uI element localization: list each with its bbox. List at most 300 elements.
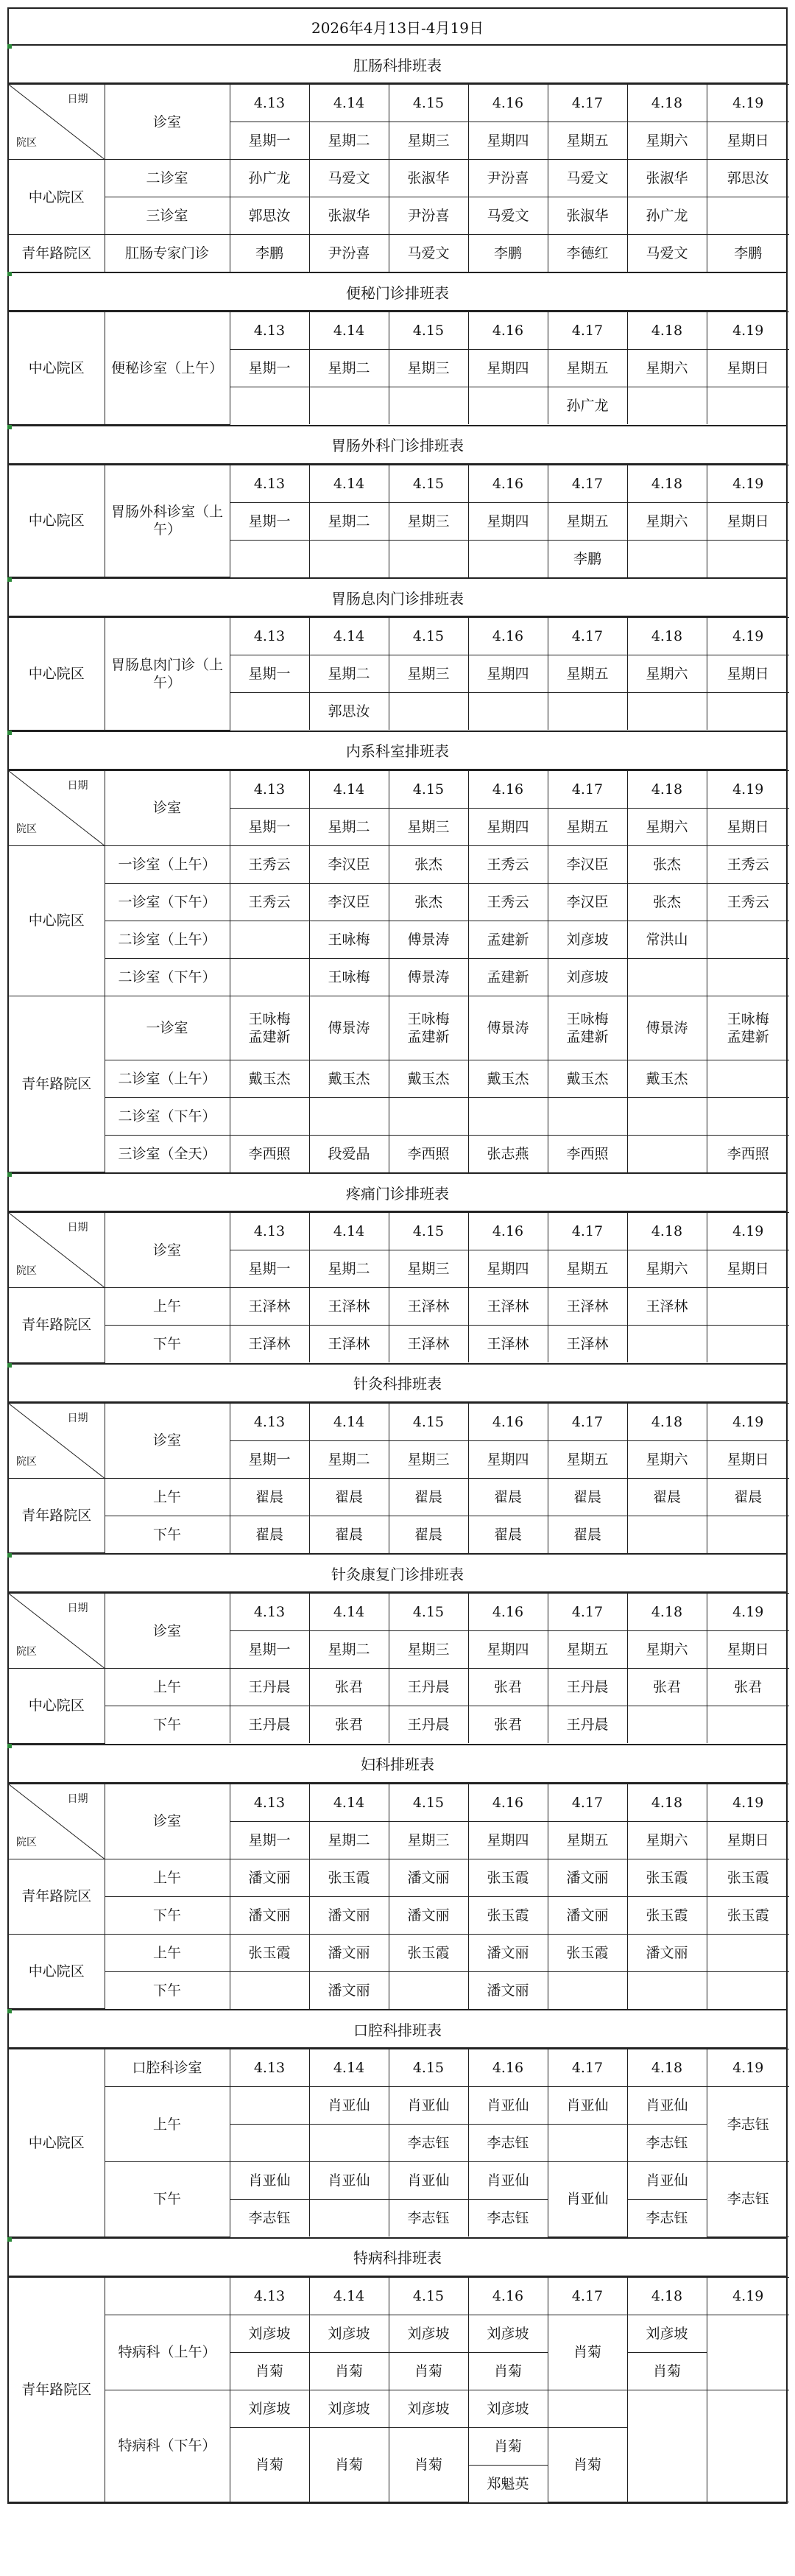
- doctor-cell: [309, 387, 389, 425]
- doctor-cell: 王泽林: [230, 1326, 309, 1363]
- doctor-cell: [309, 2200, 389, 2237]
- doctor-cell: 刘彦坡: [309, 2315, 389, 2352]
- doctor-cell: 肖亚仙: [309, 2087, 389, 2125]
- date-cell: 4.13: [230, 2049, 309, 2087]
- doctor-cell: [627, 540, 707, 577]
- doctor-cell: 翟晨: [230, 1516, 309, 1553]
- corner-area-label: 院区: [16, 1455, 37, 1468]
- date-cell: 4.15: [389, 770, 468, 808]
- date-cell: 4.17: [548, 465, 627, 502]
- corner-header: [9, 85, 105, 160]
- section-title: 口腔科排班表: [9, 2010, 786, 2049]
- doctor-cell: 刘彦坡: [230, 2390, 309, 2427]
- room-cell: 胃肠息肉门诊（上午）: [105, 618, 230, 731]
- date-cell: 4.19: [707, 312, 789, 350]
- doctor-cell: 王秀云: [230, 845, 309, 883]
- doctor-cell: 王咏梅: [309, 958, 389, 996]
- area-cell: 青年路院区: [9, 2277, 105, 2502]
- date-cell: 4.14: [309, 2049, 389, 2087]
- doctor-cell: 刘彦坡: [468, 2315, 548, 2352]
- section-title: 胃肠息肉门诊排班表: [9, 579, 786, 617]
- doctor-cell: 刘彦坡: [309, 2390, 389, 2427]
- doctor-cell: 王咏梅 孟建新: [230, 996, 309, 1060]
- room-cell: 上午: [105, 1859, 230, 1896]
- room-cell: 上午: [105, 1478, 230, 1516]
- doctor-cell: [389, 693, 468, 731]
- date-cell: 4.17: [548, 618, 627, 655]
- weekday-cell: 星期二: [309, 808, 389, 845]
- doctor-cell: 肖亚仙: [309, 2162, 389, 2200]
- schedule-section: [7, 577, 788, 731]
- doctor-cell: 郑魁英: [468, 2465, 548, 2502]
- room-cell: 上午: [105, 1669, 230, 1706]
- doctor-cell: 翟晨: [468, 1478, 548, 1516]
- doctor-cell: [230, 1097, 309, 1135]
- date-cell: 4.14: [309, 618, 389, 655]
- room-cell: [105, 2277, 230, 2315]
- area-cell: 青年路院区: [9, 235, 105, 272]
- doctor-cell: 李志钰: [389, 2200, 468, 2237]
- doctor-cell: 李志钰: [468, 2200, 548, 2237]
- area-cell: 中心院区: [9, 618, 105, 731]
- weekday-cell: 星期二: [309, 655, 389, 693]
- weekday-cell: 星期三: [389, 808, 468, 845]
- doctor-cell: [230, 921, 309, 958]
- weekday-cell: 星期六: [627, 808, 707, 845]
- date-cell: 4.18: [627, 770, 707, 808]
- schedule-table: [9, 1784, 789, 2010]
- doctor-cell: [707, 1326, 789, 1363]
- corner-area-label: 院区: [16, 823, 37, 835]
- doctor-cell: 戴玉杰: [389, 1060, 468, 1097]
- doctor-cell: 翟晨: [468, 1516, 548, 1553]
- doctor-cell: 李鹏: [548, 540, 627, 577]
- area-cell: 中心院区: [9, 465, 105, 577]
- schedule-section: [7, 2009, 788, 2237]
- room-cell: 下午: [105, 1971, 230, 2009]
- room-header: 诊室: [105, 1594, 230, 1669]
- doctor-cell: 王丹晨: [230, 1706, 309, 1744]
- weekday-cell: 星期五: [548, 1250, 627, 1288]
- corner-date-label: 日期: [67, 779, 88, 792]
- doctor-cell: [548, 2125, 627, 2162]
- doctor-cell: 张淑华: [389, 160, 468, 197]
- doctor-cell: [707, 197, 789, 235]
- doctor-cell: 王咏梅 孟建新: [389, 996, 468, 1060]
- weekday-cell: 星期二: [309, 502, 389, 540]
- room-cell: 一诊室: [105, 996, 230, 1060]
- doctor-cell: 王泽林: [389, 1326, 468, 1363]
- section-title: 针灸康复门诊排班表: [9, 1555, 786, 1593]
- weekday-cell: 星期四: [468, 655, 548, 693]
- doctor-cell: [707, 1288, 789, 1326]
- doctor-cell: 李德红: [548, 235, 627, 272]
- schedule-section: [7, 1363, 788, 1554]
- area-cell: 青年路院区: [9, 1478, 105, 1553]
- doctor-cell: 李汉臣: [548, 845, 627, 883]
- doctor-cell: 张玉霞: [707, 1859, 789, 1896]
- doctor-cell: 李志钰: [707, 2162, 789, 2237]
- schedule-section: [7, 425, 788, 578]
- date-cell: 4.13: [230, 312, 309, 350]
- weekday-cell: 星期二: [309, 350, 389, 387]
- doctor-cell: [468, 693, 548, 731]
- weekday-cell: 星期日: [707, 1250, 789, 1288]
- date-cell: 4.17: [548, 770, 627, 808]
- doctor-cell: 刘彦坡: [389, 2315, 468, 2352]
- doctor-cell: [309, 1097, 389, 1135]
- section-title: 肛肠科排班表: [9, 46, 786, 84]
- doctor-cell: [389, 1971, 468, 2009]
- doctor-cell: 王秀云: [707, 883, 789, 921]
- weekday-cell: 星期六: [627, 1631, 707, 1669]
- doctor-cell: 王秀云: [468, 845, 548, 883]
- corner-date-label: 日期: [67, 94, 88, 105]
- doctor-cell: 王泽林: [548, 1326, 627, 1363]
- doctor-cell: 王秀云: [468, 883, 548, 921]
- room-header: 诊室: [105, 1784, 230, 1859]
- date-cell: 4.17: [548, 2049, 627, 2087]
- doctor-cell: 傅景涛: [309, 996, 389, 1060]
- date-cell: 4.19: [707, 618, 789, 655]
- doctor-cell: 翟晨: [309, 1478, 389, 1516]
- weekday-cell: 星期六: [627, 122, 707, 160]
- doctor-cell: 翟晨: [389, 1478, 468, 1516]
- doctor-cell: 张玉霞: [309, 1859, 389, 1896]
- room-cell: 上午: [105, 1288, 230, 1326]
- doctor-cell: 孙广龙: [548, 387, 627, 425]
- doctor-cell: 肖菊: [468, 2427, 548, 2465]
- doctor-cell: [707, 958, 789, 996]
- weekday-cell: 星期三: [389, 1440, 468, 1478]
- date-cell: 4.14: [309, 1594, 389, 1631]
- doctor-cell: 翟晨: [389, 1516, 468, 1553]
- doctor-cell: 王丹晨: [389, 1669, 468, 1706]
- doctor-cell: 张君: [309, 1706, 389, 1744]
- doctor-cell: [627, 1097, 707, 1135]
- section-title: 特病科排班表: [9, 2239, 786, 2277]
- weekday-cell: 星期日: [707, 1631, 789, 1669]
- weekday-cell: 星期四: [468, 1631, 548, 1669]
- date-cell: 4.19: [707, 2277, 789, 2315]
- weekday-cell: 星期日: [707, 1440, 789, 1478]
- doctor-cell: 戴玉杰: [627, 1060, 707, 1097]
- area-cell: 青年路院区: [9, 996, 105, 1172]
- doctor-cell: 刘彦坡: [548, 921, 627, 958]
- doctor-cell: 肖菊: [389, 2427, 468, 2502]
- doctor-cell: 张玉霞: [230, 1934, 309, 1971]
- doctor-cell: 常洪山: [627, 921, 707, 958]
- date-cell: 4.14: [309, 1403, 389, 1440]
- section-title: 针灸科排班表: [9, 1365, 786, 1403]
- doctor-cell: 李鹏: [468, 235, 548, 272]
- schedule-table: [9, 1403, 789, 1554]
- doctor-cell: 孟建新: [468, 921, 548, 958]
- doctor-cell: [627, 387, 707, 425]
- schedule-table: [9, 465, 789, 578]
- doctor-cell: 肖菊: [230, 2352, 309, 2390]
- section-title: 便秘门诊排班表: [9, 273, 786, 312]
- date-cell: 4.15: [389, 465, 468, 502]
- date-cell: 4.13: [230, 465, 309, 502]
- date-cell: 4.17: [548, 85, 627, 122]
- doctor-cell: [627, 1971, 707, 2009]
- doctor-cell: 李志钰: [707, 2087, 789, 2162]
- doctor-cell: 潘文丽: [389, 1896, 468, 1934]
- doctor-cell: 傅景涛: [389, 958, 468, 996]
- doctor-cell: [468, 1097, 548, 1135]
- room-cell: 下午: [105, 1516, 230, 1553]
- date-cell: 4.18: [627, 2049, 707, 2087]
- room-header: 诊室: [105, 1213, 230, 1288]
- doctor-cell: 张杰: [389, 883, 468, 921]
- doctor-cell: 翟晨: [309, 1516, 389, 1553]
- doctor-cell: 潘文丽: [309, 1971, 389, 2009]
- doctor-cell: 翟晨: [548, 1516, 627, 1553]
- doctor-cell: 李志钰: [627, 2200, 707, 2237]
- doctor-cell: 李汉臣: [309, 883, 389, 921]
- doctor-cell: 孙广龙: [230, 160, 309, 197]
- date-cell: 4.18: [627, 618, 707, 655]
- date-cell: 4.19: [707, 1784, 789, 1821]
- weekday-cell: 星期五: [548, 350, 627, 387]
- schedule-section: [7, 731, 788, 1173]
- room-header: 诊室: [105, 1403, 230, 1478]
- date-cell: 4.16: [468, 1784, 548, 1821]
- doctor-cell: 郭思汝: [230, 197, 309, 235]
- doctor-cell: 肖菊: [230, 2427, 309, 2502]
- weekday-cell: 星期六: [627, 1250, 707, 1288]
- corner-area-label: 院区: [16, 1836, 37, 1848]
- doctor-cell: 马爱文: [309, 160, 389, 197]
- doctor-cell: 张玉霞: [548, 1934, 627, 1971]
- weekday-cell: 星期四: [468, 350, 548, 387]
- doctor-cell: 张君: [627, 1669, 707, 1706]
- doctor-cell: 肖菊: [309, 2427, 389, 2502]
- date-cell: 4.18: [627, 1213, 707, 1250]
- date-cell: 4.19: [707, 85, 789, 122]
- schedule-section: [7, 2237, 788, 2505]
- schedule-table: [9, 2277, 789, 2503]
- doctor-cell: 翟晨: [627, 1478, 707, 1516]
- weekday-cell: 星期五: [548, 808, 627, 845]
- weekday-cell: 星期二: [309, 122, 389, 160]
- doctor-cell: 肖亚仙: [548, 2162, 627, 2237]
- room-cell: 下午: [105, 1326, 230, 1363]
- doctor-cell: 肖亚仙: [389, 2087, 468, 2125]
- weekday-cell: 星期五: [548, 1821, 627, 1859]
- weekday-cell: 星期三: [389, 122, 468, 160]
- date-cell: 4.15: [389, 1403, 468, 1440]
- room-cell: 便秘诊室（上午）: [105, 312, 230, 425]
- doctor-cell: 郭思汝: [309, 693, 389, 731]
- doctor-cell: 张玉霞: [468, 1859, 548, 1896]
- date-cell: 4.19: [707, 770, 789, 808]
- date-cell: 4.13: [230, 1213, 309, 1250]
- doctor-cell: 张淑华: [309, 197, 389, 235]
- weekday-cell: 星期六: [627, 1440, 707, 1478]
- section-title: 内系科室排班表: [9, 732, 786, 770]
- doctor-cell: [230, 2125, 309, 2162]
- date-cell: 4.15: [389, 85, 468, 122]
- date-cell: 4.16: [468, 465, 548, 502]
- date-cell: 4.14: [309, 465, 389, 502]
- doctor-cell: 肖亚仙: [548, 2087, 627, 2125]
- weekday-cell: 星期四: [468, 1821, 548, 1859]
- doctor-cell: 王秀云: [707, 845, 789, 883]
- weekday-cell: 星期五: [548, 655, 627, 693]
- doctor-cell: 王丹晨: [548, 1706, 627, 1744]
- doctor-cell: 段爱晶: [309, 1135, 389, 1172]
- area-cell: 中心院区: [9, 1669, 105, 1744]
- schedule-section: [7, 1553, 788, 1744]
- doctor-cell: 戴玉杰: [230, 1060, 309, 1097]
- doctor-cell: 张君: [309, 1669, 389, 1706]
- doctor-cell: 马爱文: [548, 160, 627, 197]
- date-cell: 4.16: [468, 1403, 548, 1440]
- schedule-table: [9, 617, 789, 731]
- doctor-cell: [707, 1097, 789, 1135]
- doctor-cell: 刘彦坡: [548, 958, 627, 996]
- area-cell: 青年路院区: [9, 1859, 105, 1934]
- weekday-cell: 星期六: [627, 1821, 707, 1859]
- schedule-document: [7, 7, 788, 2504]
- doctor-cell: 刘彦坡: [468, 2390, 548, 2427]
- doctor-cell: [548, 2390, 627, 2427]
- doctor-cell: 李志钰: [627, 2125, 707, 2162]
- area-cell: 青年路院区: [9, 1288, 105, 1363]
- section-title: 胃肠外科门诊排班表: [9, 426, 786, 465]
- date-cell: 4.19: [707, 465, 789, 502]
- date-cell: 4.13: [230, 85, 309, 122]
- doctor-cell: [230, 958, 309, 996]
- schedule-section: [7, 44, 788, 272]
- doctor-cell: 李鹏: [230, 235, 309, 272]
- doctor-cell: [389, 540, 468, 577]
- weekday-cell: 星期四: [468, 1440, 548, 1478]
- doctor-cell: 翟晨: [230, 1478, 309, 1516]
- doctor-cell: 尹汾喜: [309, 235, 389, 272]
- room-cell: 一诊室（下午）: [105, 883, 230, 921]
- date-cell: 4.13: [230, 770, 309, 808]
- date-cell: 4.17: [548, 1403, 627, 1440]
- doctor-cell: [309, 2125, 389, 2162]
- weekday-cell: 星期日: [707, 655, 789, 693]
- date-cell: 4.16: [468, 2277, 548, 2315]
- doctor-cell: 张君: [468, 1706, 548, 1744]
- date-cell: 4.18: [627, 85, 707, 122]
- doctor-cell: [468, 387, 548, 425]
- session-cell: 特病科（上午）: [105, 2315, 230, 2390]
- doctor-cell: [707, 1934, 789, 1971]
- weekday-cell: 星期日: [707, 122, 789, 160]
- schedule-table: [9, 84, 789, 272]
- doctor-cell: [707, 1706, 789, 1744]
- weekday-cell: 星期五: [548, 502, 627, 540]
- doctor-cell: [627, 958, 707, 996]
- doctor-cell: 傅景涛: [468, 996, 548, 1060]
- doctor-cell: [230, 387, 309, 425]
- doctor-cell: [548, 1971, 627, 2009]
- doctor-cell: 李西照: [230, 1135, 309, 1172]
- doctor-cell: 尹汾喜: [389, 197, 468, 235]
- doctor-cell: 潘文丽: [468, 1934, 548, 1971]
- date-cell: 4.17: [548, 312, 627, 350]
- weekday-cell: 星期六: [627, 655, 707, 693]
- schedule-section: [7, 272, 788, 425]
- doctor-cell: 戴玉杰: [309, 1060, 389, 1097]
- date-cell: 4.16: [468, 1213, 548, 1250]
- schedule-table: [9, 1593, 789, 1744]
- doctor-cell: [230, 693, 309, 731]
- schedule-table: [9, 770, 789, 1173]
- doctor-cell: 张志燕: [468, 1135, 548, 1172]
- area-cell: 中心院区: [9, 1934, 105, 2009]
- date-cell: 4.16: [468, 2049, 548, 2087]
- doctor-cell: [548, 1097, 627, 1135]
- weekday-cell: 星期一: [230, 808, 309, 845]
- doctor-cell: [230, 540, 309, 577]
- doctor-cell: 肖亚仙: [468, 2162, 548, 2200]
- doctor-cell: 李志钰: [389, 2125, 468, 2162]
- doctor-cell: 潘文丽: [389, 1859, 468, 1896]
- doctor-cell: 李西照: [389, 1135, 468, 1172]
- date-cell: 4.14: [309, 85, 389, 122]
- schedule-table: [9, 1212, 789, 1363]
- doctor-cell: 李汉臣: [309, 845, 389, 883]
- doctor-cell: [548, 693, 627, 731]
- doctor-cell: 肖亚仙: [389, 2162, 468, 2200]
- weekday-cell: 星期日: [707, 502, 789, 540]
- date-cell: 4.14: [309, 2277, 389, 2315]
- doctor-cell: 肖菊: [309, 2352, 389, 2390]
- doctor-cell: 潘文丽: [548, 1859, 627, 1896]
- date-cell: 4.13: [230, 618, 309, 655]
- session-cell: 下午: [105, 2162, 230, 2237]
- doctor-cell: 李汉臣: [548, 883, 627, 921]
- doctor-cell: 王泽林: [309, 1326, 389, 1363]
- date-cell: 4.13: [230, 1784, 309, 1821]
- weekday-cell: 星期四: [468, 502, 548, 540]
- date-cell: 4.18: [627, 465, 707, 502]
- weekday-cell: 星期三: [389, 655, 468, 693]
- weekday-cell: 星期日: [707, 1821, 789, 1859]
- doctor-cell: 张杰: [389, 845, 468, 883]
- room-header: 诊室: [105, 85, 230, 160]
- doctor-cell: 张淑华: [627, 160, 707, 197]
- date-cell: 4.15: [389, 2049, 468, 2087]
- doctor-cell: 李西照: [548, 1135, 627, 1172]
- date-cell: 4.14: [309, 1213, 389, 1250]
- schedule-section: [7, 1744, 788, 2010]
- date-cell: 4.17: [548, 1594, 627, 1631]
- area-cell: 中心院区: [9, 160, 105, 235]
- doctor-cell: 肖菊: [548, 2315, 627, 2390]
- corner-date-label: 日期: [67, 1602, 88, 1614]
- doctor-cell: [627, 693, 707, 731]
- doctor-cell: 翟晨: [707, 1478, 789, 1516]
- doctor-cell: [627, 1706, 707, 1744]
- doctor-cell: 王泽林: [627, 1288, 707, 1326]
- doctor-cell: [707, 921, 789, 958]
- weekday-cell: 星期一: [230, 1821, 309, 1859]
- date-cell: 4.14: [309, 312, 389, 350]
- section-title: 疼痛门诊排班表: [9, 1174, 786, 1212]
- doctor-cell: [627, 2390, 707, 2502]
- weekday-cell: 星期一: [230, 655, 309, 693]
- corner-header: [9, 1403, 105, 1478]
- doctor-cell: 潘文丽: [309, 1896, 389, 1934]
